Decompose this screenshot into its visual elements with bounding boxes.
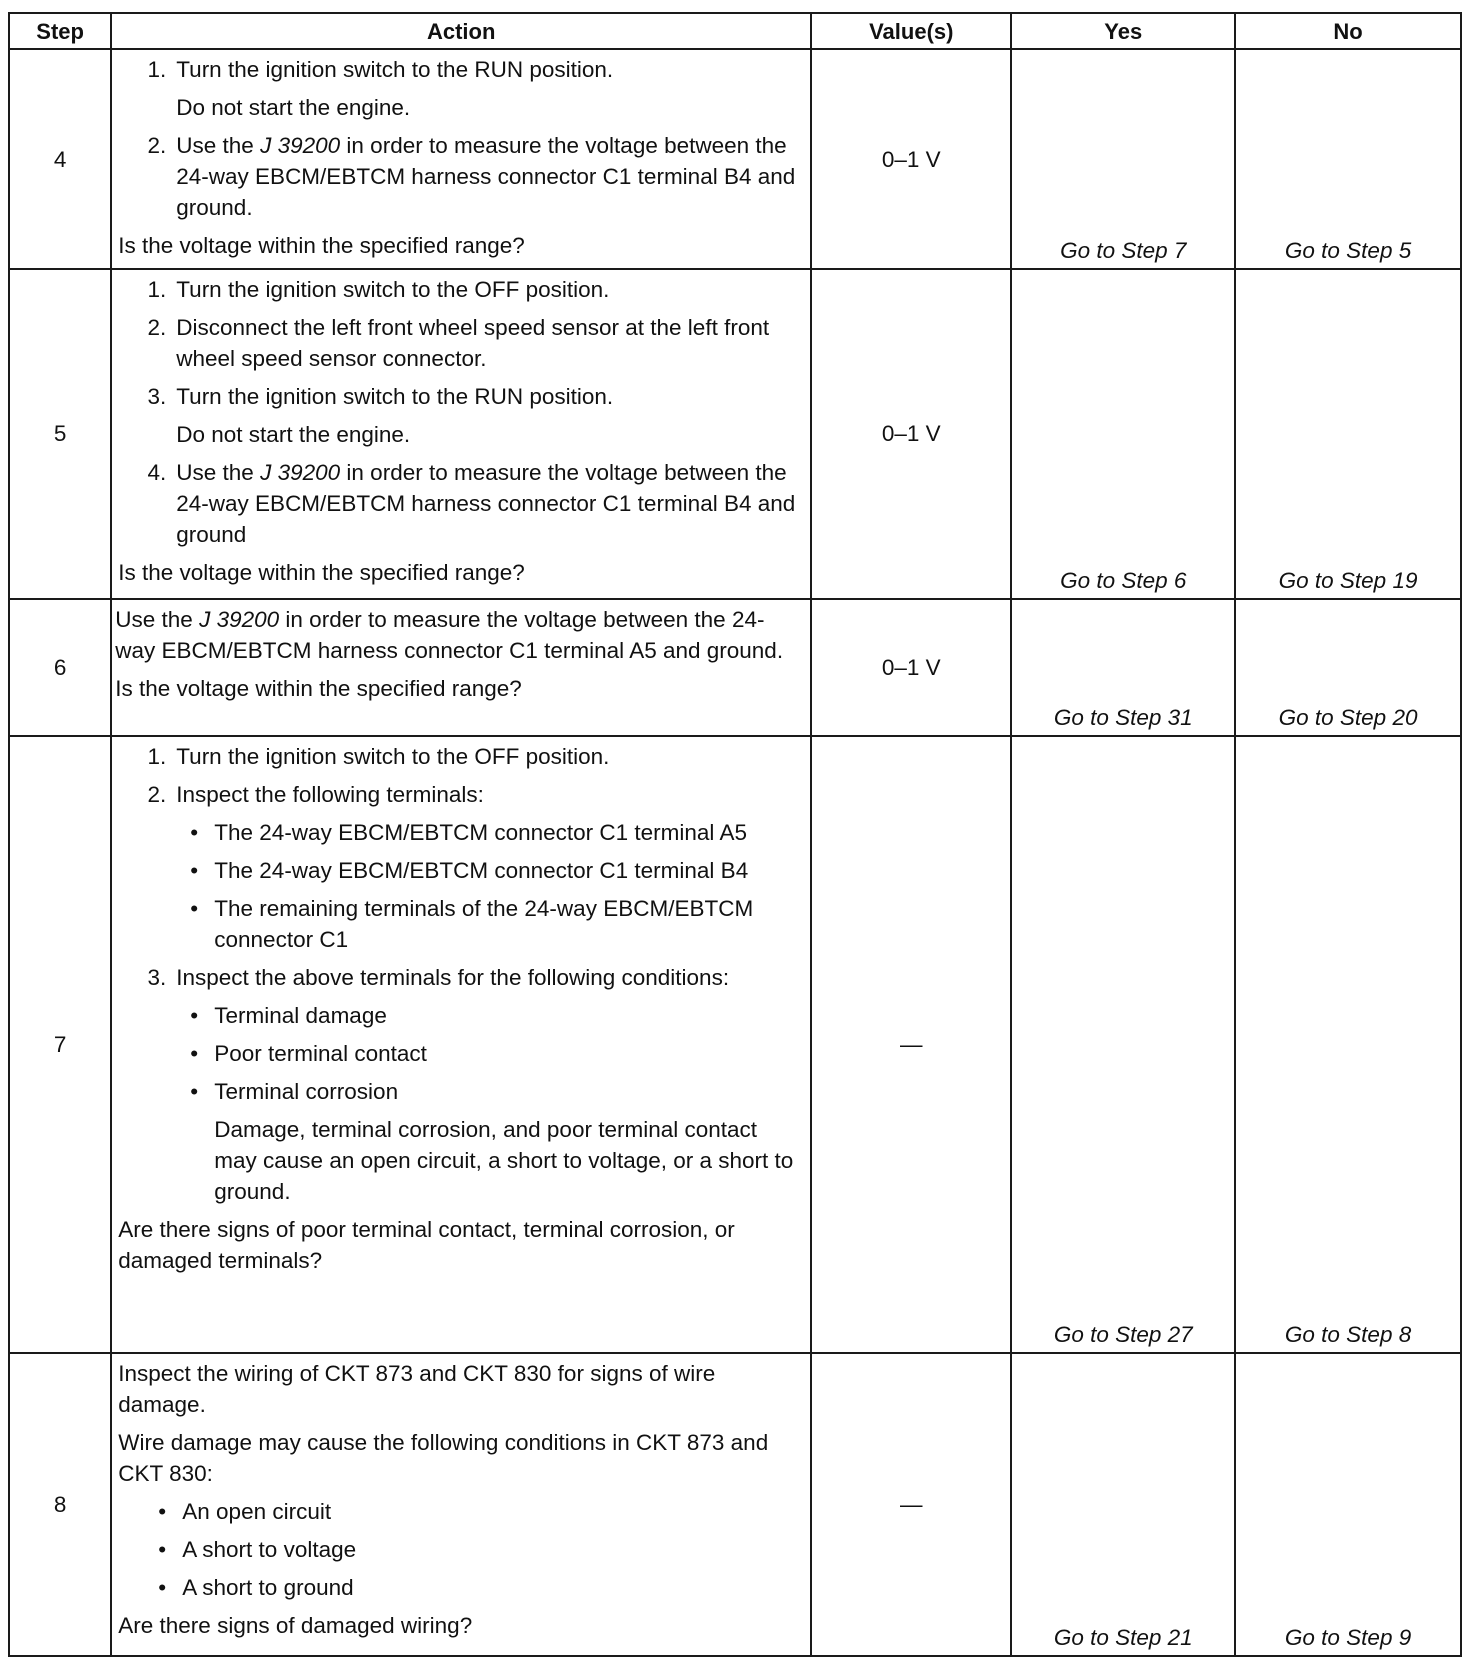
bullet-item: • The remaining terminals of the 24-way EBCM/EBTCM connector C1 bbox=[190, 895, 754, 952]
list-item: 1. Turn the ignition switch to the RUN position. bbox=[147, 57, 614, 82]
step-number: 4 bbox=[9, 49, 111, 269]
list-item: 2. Use the J 39200 in order to measure the voltage between the 24-way EBCM/EBTCM harness connector C1 terminal B4 and ground. bbox=[147, 133, 796, 220]
action-cell bbox=[111, 49, 811, 269]
no-link[interactable]: Go to Step 19 bbox=[1235, 269, 1461, 599]
table-row bbox=[9, 1353, 1461, 1656]
question: Are there signs of poor terminal contact, terminal corrosion, or damaged terminals? bbox=[118, 1216, 735, 1273]
list-item: 2. Disconnect the left front wheel speed sensor at the left front wheel speed sensor connector. bbox=[147, 315, 770, 372]
bullet-item: • The 24-way EBCM/EBTCM connector C1 terminal A5 bbox=[190, 819, 747, 845]
diagnostic-table bbox=[8, 12, 1462, 1657]
action-cell bbox=[111, 269, 811, 599]
step-number: 6 bbox=[9, 599, 111, 736]
yes-link[interactable]: Go to Step 6 bbox=[1011, 269, 1235, 599]
no-link[interactable]: Go to Step 9 bbox=[1235, 1353, 1461, 1656]
question: Are there signs of damaged wiring? bbox=[118, 1613, 473, 1638]
header-no: No bbox=[1235, 13, 1461, 49]
yes-link[interactable]: Go to Step 7 bbox=[1011, 49, 1235, 269]
list-item: 3. Turn the ignition switch to the RUN position. bbox=[147, 384, 614, 410]
table-row bbox=[9, 49, 1461, 269]
list-item-note: Do not start the engine. bbox=[176, 95, 411, 120]
bullet-item: • Terminal damage bbox=[190, 1002, 387, 1028]
condition-note: Damage, terminal corrosion, and poor terminal contact may cause an open circuit, a short to voltage, or a short to ground. bbox=[214, 1116, 794, 1204]
header-step: Step bbox=[9, 13, 111, 49]
bullet-item: • The 24-way EBCM/EBTCM connector C1 terminal B4 bbox=[190, 857, 749, 883]
yes-link[interactable]: Go to Step 31 bbox=[1011, 599, 1235, 736]
question: Is the voltage within the specified range? bbox=[118, 233, 525, 258]
question: Is the voltage within the specified range? bbox=[115, 675, 522, 701]
action-paragraph: Inspect the wiring of CKT 873 and CKT 830 for signs of wire damage. bbox=[118, 1361, 716, 1417]
tool-reference: J 39200 bbox=[260, 133, 341, 158]
step-number: 8 bbox=[9, 1353, 111, 1656]
bullet-item: • Terminal corrosion bbox=[190, 1078, 399, 1104]
list-item: 3. Inspect the above terminals for the following conditions: bbox=[147, 964, 730, 990]
step-number: 7 bbox=[9, 736, 111, 1353]
header-row bbox=[9, 13, 1461, 49]
list-item: 2. Inspect the following terminals: bbox=[147, 781, 484, 807]
table-row bbox=[9, 736, 1461, 1353]
step-number: 5 bbox=[9, 269, 111, 599]
action-cell bbox=[111, 736, 811, 1353]
list-item-note: Do not start the engine. bbox=[176, 422, 411, 448]
table-row bbox=[9, 599, 1461, 736]
value-cell: 0–1 V bbox=[811, 599, 1011, 736]
action-paragraph: Use the J 39200 in order to measure the voltage between the 24-way EBCM/EBTCM harness connector C1 terminal A5 and ground. bbox=[115, 606, 784, 663]
value-cell: — bbox=[811, 736, 1011, 1353]
no-link[interactable]: Go to Step 8 bbox=[1235, 736, 1461, 1353]
list-item: 4. Use the J 39200 in order to measure the voltage between the 24-way EBCM/EBTCM harness connector C1 terminal B4 and ground bbox=[147, 460, 796, 548]
bullet-item: • An open circuit bbox=[158, 1499, 332, 1524]
list-item: 1. Turn the ignition switch to the OFF position. bbox=[147, 743, 610, 769]
action-cell bbox=[111, 1353, 811, 1656]
yes-link[interactable]: Go to Step 27 bbox=[1011, 736, 1235, 1353]
header-action: Action bbox=[111, 13, 811, 49]
header-values: Value(s) bbox=[811, 13, 1011, 49]
no-link[interactable]: Go to Step 20 bbox=[1235, 599, 1461, 736]
value-cell: — bbox=[811, 1353, 1011, 1656]
bullet-item: • A short to ground bbox=[158, 1575, 354, 1600]
tool-reference: J 39200 bbox=[199, 606, 280, 632]
bullet-item: • A short to voltage bbox=[158, 1537, 357, 1562]
list-item: 1. Turn the ignition switch to the OFF position. bbox=[147, 277, 610, 303]
tool-reference: J 39200 bbox=[260, 460, 341, 486]
no-link[interactable]: Go to Step 5 bbox=[1235, 49, 1461, 269]
yes-link[interactable]: Go to Step 21 bbox=[1011, 1353, 1235, 1656]
value-cell: 0–1 V bbox=[811, 49, 1011, 269]
action-cell bbox=[111, 599, 811, 736]
bullet-item: • Poor terminal contact bbox=[190, 1040, 427, 1066]
value-cell: 0–1 V bbox=[811, 269, 1011, 599]
table-row bbox=[9, 269, 1461, 599]
header-yes: Yes bbox=[1011, 13, 1235, 49]
question: Is the voltage within the specified range? bbox=[118, 560, 525, 586]
action-paragraph: Wire damage may cause the following conditions in CKT 873 and CKT 830: bbox=[118, 1430, 769, 1486]
